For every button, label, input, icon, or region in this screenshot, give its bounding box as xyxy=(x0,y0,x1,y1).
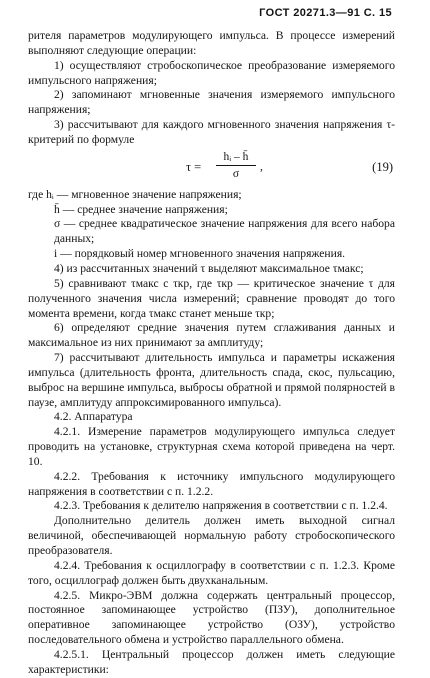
paragraph: рителя параметров модулирующего импульса. В процессе измерений выполняют следующие операции: xyxy=(28,29,395,57)
page-body xyxy=(28,29,395,678)
definition-list xyxy=(28,203,395,262)
paragraph: 3) рассчитывают для каждого мгновенного значения напряжения τ-критерий по формуле xyxy=(28,118,395,146)
paragraph: 4.2.3. Требования к делителю напряжения в соответствии с п. 1.2.4. xyxy=(54,499,388,513)
paragraph: 2) запоминают мгновенные значения измеряемого импульсного напряжения; xyxy=(28,88,395,117)
page-header: ГОСТ 20271.3—91 С. 15 xyxy=(259,7,392,19)
formula-fraction xyxy=(216,150,256,181)
definition-line: где hᵢ — мгновенное значение напряжения; xyxy=(28,187,242,201)
paragraph: 4.2.1. Измерение параметров модулирующего импульса следует проводить на установке, структурная схема которой приведена на черт. 10. xyxy=(28,425,395,468)
formula-19 xyxy=(28,148,395,188)
paragraph: 4.2.5.1. Центральный процессор должен иметь следующие характеристики: xyxy=(28,647,395,676)
paragraph: 1) осуществляют стробоскопическое преобразование измеряемого импульсного напряжения; xyxy=(28,58,395,87)
formula-denominator: σ xyxy=(232,167,240,180)
paragraph: 4.2.2. Требования к источнику импульсного модулирующего напряжения в соответствии с п. 1.2.2. xyxy=(28,469,395,498)
paragraph: Дополнительно делитель должен иметь выходной сигнал величиной, обеспечивающей нормальную работу стробоскопического преобразователя. xyxy=(28,514,395,557)
paragraph: 4.2.5. Микро-ЭВМ должна содержать центральный процессор, постоянное запоминающее устройство (ПЗУ), дополнительное оперативное запоминающее устройство (ОЗУ), устройство последовательного обмена и устройство параллельного обмена. xyxy=(28,588,395,647)
paragraph: 4) из рассчитанных значений τ выделяют максимальное τмакс; xyxy=(54,261,364,275)
section-heading: 4.2. Аппаратура xyxy=(54,410,133,424)
definition-line: σ — среднее квадратическое значение напряжения для всего набора данных; xyxy=(54,217,395,246)
paragraph: 6) определяют средние значения путем сглаживания данных и максимальное из них принимают за амплитуду; xyxy=(28,321,395,350)
paragraph: 5) сравнивают τмакс с τкр, где τкр — критическое значение τ для полученного значения числа измерений; сравнение проводят до того момента времени, когда τмакс станет меньше τкр; xyxy=(28,276,395,320)
definition-line: h̄ — среднее значение напряжения; xyxy=(54,202,228,216)
formula-lhs: τ = xyxy=(186,159,202,174)
definition-line: i — порядковый номер мгновенного значения напряжения. xyxy=(54,247,346,261)
formula-numerator: hᵢ – h̄ xyxy=(216,150,256,166)
formula-tail: , xyxy=(260,159,263,173)
paragraph: 7) рассчитывают длительность импульса и параметры искажения импульса (длительность фронта, длительность спада, скос, пульсацию, выброс на вершине импульса, выбросы обратной и прямой полярностей в паузе, амплитуду аппроксимированного импульса). xyxy=(28,351,395,409)
formula-number: (19) xyxy=(372,159,393,174)
paragraph: 4.2.4. Требования к осциллографу в соответствии с п. 1.2.3. Кроме того, осциллограф должен быть двухканальным. xyxy=(28,558,395,587)
